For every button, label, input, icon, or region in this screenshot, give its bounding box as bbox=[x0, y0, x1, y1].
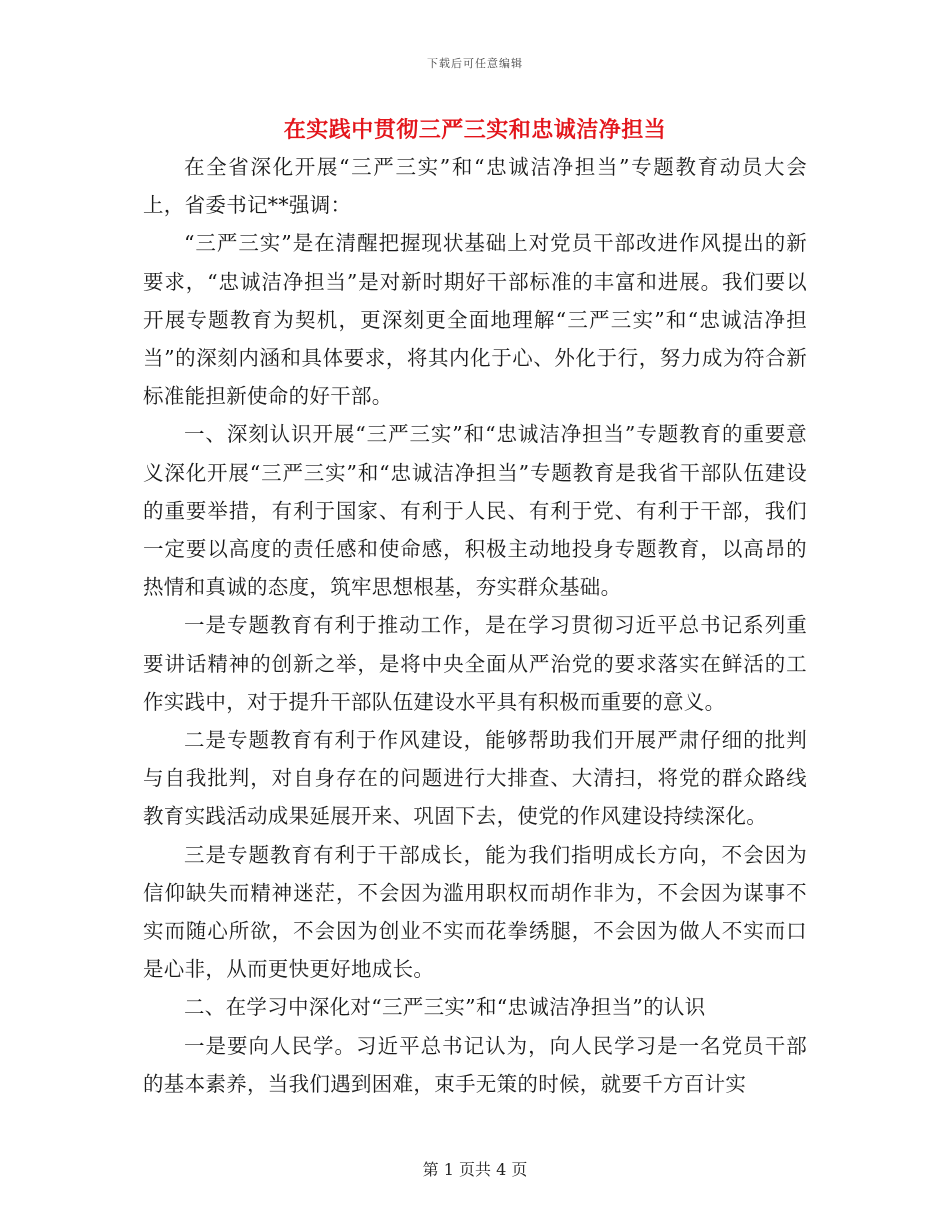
paragraph: “三严三实”是在清醒把握现状基础上对党员干部改进作风提出的新要求，“忠诚洁净担当”是对新时期好干部标准的丰富和进展。我们要以开展专题教育为契机，更深刻更全面地理解“三严三实”和“忠诚洁净担当”的深刻内涵和具体要求，将其内化于心、外化于行，努力成为符合新标准能担新使命的好干部。 bbox=[143, 231, 807, 409]
paragraph: 一是要向人民学。习近平总书记认为，向人民学习是一名党员干部的基本素养，当我们遇到困难，束手无策的时候，就要千方百计实 bbox=[143, 1033, 807, 1096]
paragraph: 一是专题教育有利于推动工作，是在学习贯彻习近平总书记系列重要讲话精神的创新之举，是将中央全面从严治党的要求落实在鲜活的工作实践中，对于提升干部队伍建设水平具有积极而重要的意义。 bbox=[143, 613, 807, 714]
paragraph: 三是专题教育有利于干部成长，能为我们指明成长方向，不会因为信仰缺失而精神迷茫，不会因为滥用职权而胡作非为，不会因为谋事不实而随心所欲，不会因为创业不实而花拳绣腿，不会因为做人不实而口是心非，从而更快更好地成长。 bbox=[143, 842, 807, 982]
paragraph: 在全省深化开展“三严三实”和“忠诚洁净担当”专题教育动员大会上，省委书记**强调： bbox=[143, 155, 807, 218]
section-paragraph: 一、深刻认识开展“三严三实”和“忠诚洁净担当”专题教育的重要意义深化开展“三严三实”和“忠诚洁净担当”专题教育是我省干部队伍建设的重要举措，有利于国家、有利于人民、有利于党、有利于干部，我们一定要以高度的责任感和使命感，积极主动地投身专题教育，以高昂的热情和真诚的态度，筑牢思想根基，夯实群众基础。 bbox=[143, 422, 807, 600]
document-title: 在实践中贯彻三严三实和忠诚洁净担当 bbox=[283, 117, 667, 143]
document-body bbox=[143, 148, 807, 1103]
section-heading: 二、在学习中深化对“三严三实”和“忠诚洁净担当”的认识 bbox=[184, 995, 706, 1020]
header-note: 下载后可任意编辑 bbox=[427, 57, 523, 70]
page-number: 第 1 页共 4 页 bbox=[422, 1160, 528, 1179]
paragraph: 二是专题教育有利于作风建设，能够帮助我们开展严肃仔细的批判与自我批判，对自身存在的问题进行大排查、大清扫，将党的群众路线教育实践活动成果延展开来、巩固下去，使党的作风建设持续深化。 bbox=[143, 728, 807, 829]
